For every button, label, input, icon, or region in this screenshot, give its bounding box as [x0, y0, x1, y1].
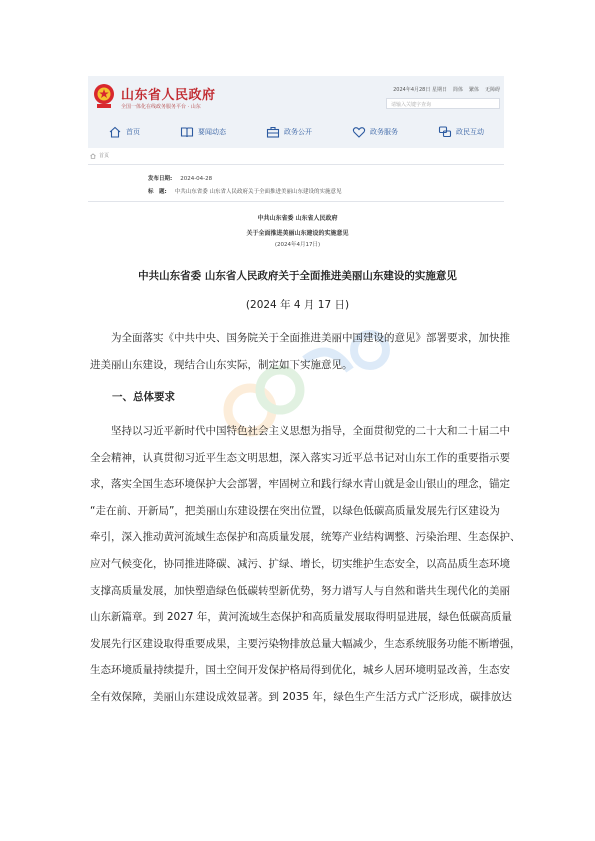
- small-heading-date: (2024年4月17日): [274, 242, 321, 248]
- nav-label: 政民互动: [456, 128, 484, 136]
- breadcrumb: [90, 152, 109, 159]
- home-icon: [90, 153, 96, 159]
- small-heading-line2: 关于全面推进美丽山东建设的实施意见: [246, 230, 349, 237]
- header-date: 2024年4月28日 星期日: [393, 87, 447, 93]
- section-heading: 一、总体要求: [112, 391, 175, 403]
- paragraph-line: 发展先行区建设取得重要成果，主要污染物排放总量大幅减少，生态系统服务功能不断增强，: [90, 637, 521, 650]
- simplified-link[interactable]: 简体: [452, 87, 463, 93]
- utility-links: [393, 86, 500, 93]
- paragraph-line: 牵引，深入推动黄河流域生态保护和高质量发展，统筹产业结构调整、污染治理、生态保护、: [90, 531, 521, 544]
- nav-item-news[interactable]: [180, 125, 226, 139]
- paragraph-line: 求，落实全国生态环境保护大会部署，牢固树立和践行绿水青山就是金山银山的理念，锚定: [90, 478, 510, 491]
- site-subtitle: 全国一体化在线政务服务平台 · 山东: [121, 104, 201, 110]
- article-meta-title: [148, 187, 341, 195]
- paragraph-line: “走在前、开新局”，把美丽山东建设摆在突出位置，以绿色低碳高质量发展先行区建设为: [90, 504, 500, 517]
- traditional-link[interactable]: 繁体: [468, 87, 479, 93]
- paragraph-line: 为全面落实《中共中央、国务院关于全面推进美丽中国建设的意见》部署要求，加快推: [111, 332, 510, 344]
- divider: [88, 164, 504, 165]
- nav-label: 首页: [126, 128, 140, 136]
- intro-paragraph: [90, 325, 510, 378]
- document-date: (2024 年 4 月 17 日): [245, 299, 350, 311]
- paragraph-line: 全有效保障，美丽山东建设成效显著。到 2035 年，绿色生产生活方式广泛形成，碳排放达: [90, 690, 512, 703]
- divider: [88, 201, 504, 202]
- body-paragraph: [90, 418, 521, 711]
- nav-item-gov-service[interactable]: [352, 125, 398, 139]
- nav-item-interaction[interactable]: [438, 125, 484, 139]
- publish-date-label: 发布日期:: [148, 176, 173, 182]
- accessibility-link[interactable]: 无障碍: [484, 87, 500, 93]
- paragraph-line: 生态环境质量持续提升，国土空间开发保护格局得到优化，城乡人居环境明显改善，生态安: [90, 664, 510, 677]
- breadcrumb-home[interactable]: 首页: [99, 153, 110, 159]
- home-icon: [108, 125, 122, 139]
- nav-item-gov-open[interactable]: [266, 125, 312, 139]
- nav-item-home[interactable]: [108, 125, 140, 139]
- main-nav: [88, 120, 504, 144]
- site-header: [88, 76, 504, 148]
- meta-title-label: 标 题:: [148, 189, 167, 195]
- paragraph-line: 进美丽山东建设，现结合山东实际，制定如下实施意见。: [90, 358, 353, 371]
- paragraph-line: 应对气候变化，协同推进降碳、减污、扩绿、增长，切实维护生态安全，以高品质生态环境: [90, 557, 510, 570]
- small-heading-line1: 中共山东省委 山东省人民政府: [257, 215, 338, 222]
- publish-date-value: 2024-04-28: [180, 176, 213, 182]
- publish-date: [148, 174, 212, 182]
- nav-label: 要闻动态: [198, 128, 226, 136]
- nav-label: 政务公开: [284, 128, 312, 136]
- book-icon: [180, 125, 194, 139]
- heart-icon: [352, 125, 366, 139]
- paragraph-line: 山东新篇章。到 2027 年，黄河流域生态保护和高质量发展取得明显进展，绿色低碳高质量: [90, 611, 512, 624]
- meta-title-value: 中共山东省委 山东省人民政府关于全面推进美丽山东建设的实施意见: [174, 189, 342, 195]
- paragraph-line: 全会精神，认真贯彻习近平生态文明思想，深入落实习近平总书记对山东工作的重要指示要: [90, 451, 510, 464]
- briefcase-icon: [266, 125, 280, 139]
- chat-icon: [438, 125, 452, 139]
- site-title[interactable]: 山东省人民政府: [121, 88, 216, 103]
- search-input[interactable]: 请输入关键字查询: [386, 98, 500, 109]
- paragraph-line: 坚持以习近平新时代中国特色社会主义思想为指导，全面贯彻党的二十大和二十届二中: [111, 425, 510, 437]
- national-emblem-icon: [93, 82, 115, 110]
- paragraph-line: 支撑高质量发展，加快塑造绿色低碳转型新优势，努力谱写人与自然和谐共生现代化的美丽: [90, 584, 510, 597]
- nav-label: 政务服务: [370, 128, 398, 136]
- document-title: 中共山东省委 山东省人民政府关于全面推进美丽山东建设的实施意见: [138, 270, 457, 282]
